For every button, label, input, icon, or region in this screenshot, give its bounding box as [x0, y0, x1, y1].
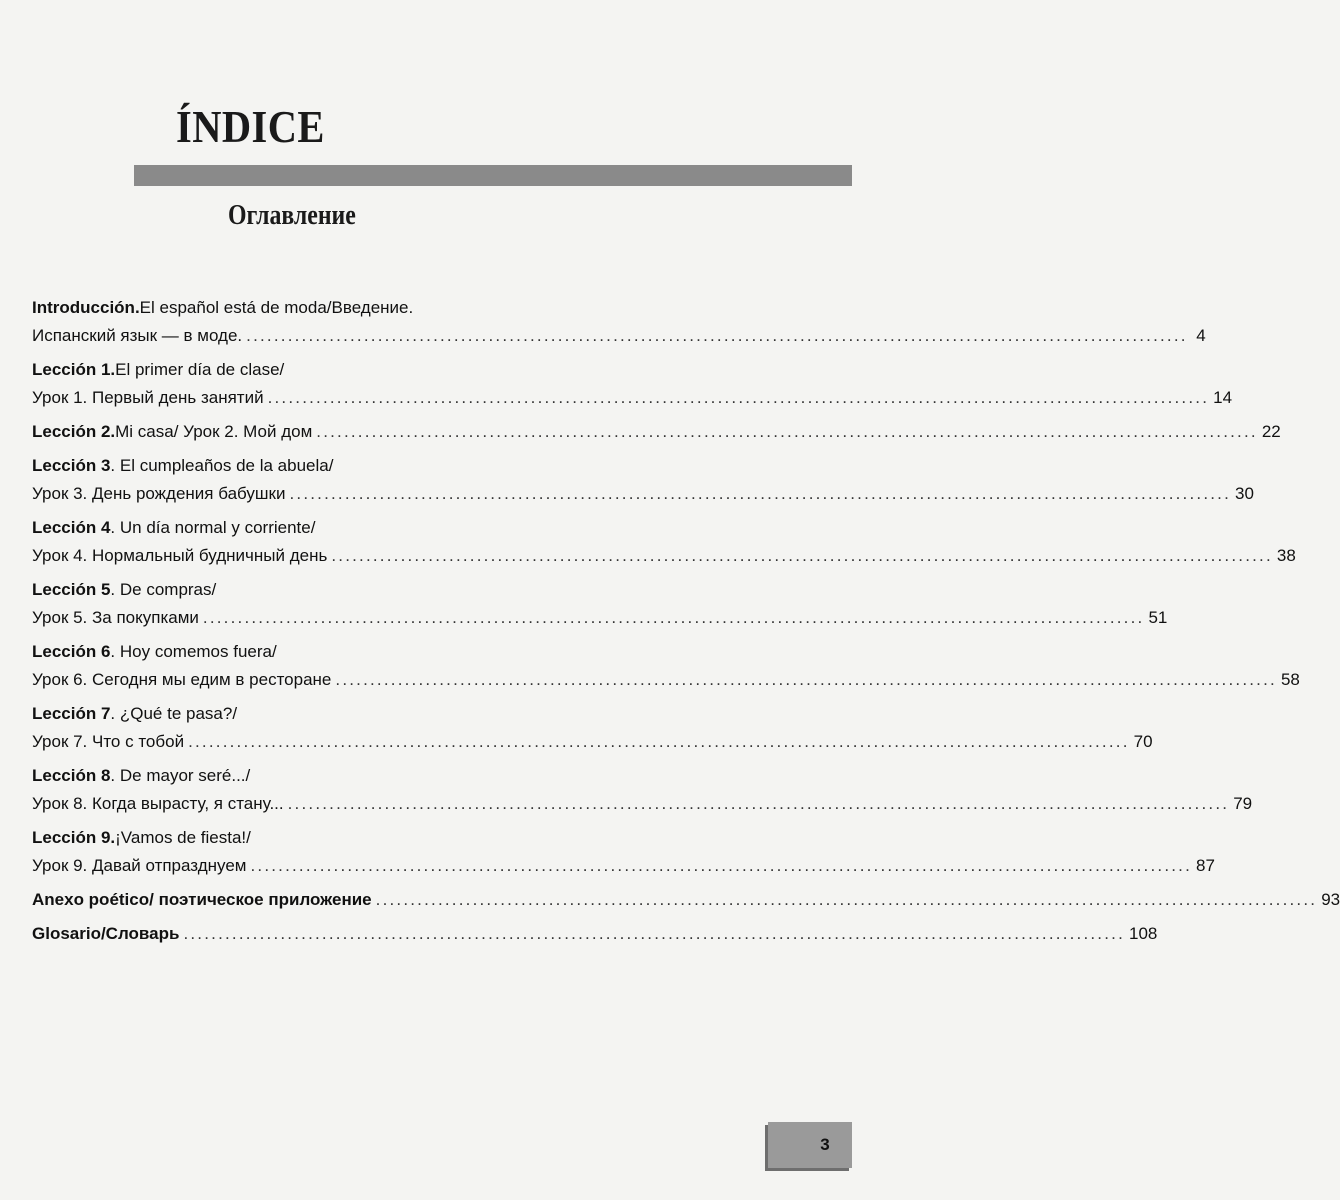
leader-dots: ........................................................................................................................................	[246, 326, 1188, 345]
table-of-contents	[32, 294, 1340, 954]
toc-entry-lesson-8[interactable]	[32, 762, 1253, 818]
toc-entry-subtitle: Урок 8. Когда вырасту, я стану...	[32, 794, 284, 813]
leader-dots: ........................................................................................................................................	[289, 484, 1232, 503]
leader-dots: ........................................................................................................................................	[267, 388, 1210, 407]
toc-entry-subtitle: Урок 5. За покупками	[32, 608, 199, 627]
toc-entry-subtitle: Урок 9. Давай отпразднуем	[32, 856, 247, 875]
toc-entry-subtitle: Урок 7. Что с тобой	[32, 732, 185, 751]
toc-entry-title: . De compras/	[110, 580, 217, 599]
toc-page-number: 38	[1276, 546, 1296, 565]
toc-entry-title: El español está de moda/Введение.	[139, 298, 414, 317]
toc-entry-lesson-5[interactable]	[32, 576, 1168, 632]
leader-dots: ........................................................................................................................................	[183, 924, 1126, 943]
toc-entry-lesson-6[interactable]	[32, 638, 1300, 694]
toc-page-number: 58	[1280, 670, 1300, 689]
toc-entry-bold: Lección 2.	[32, 422, 116, 441]
toc-entry-bold: Lección 7	[32, 704, 111, 723]
toc-page-number: 22	[1261, 422, 1281, 441]
toc-entry-intro[interactable]	[32, 294, 1206, 350]
toc-entry-subtitle: Испанский язык — в моде.	[32, 326, 243, 345]
leader-dots: ........................................................................................................................................	[188, 732, 1130, 751]
toc-page-number: 4	[1196, 326, 1206, 345]
toc-entry-glosario[interactable]	[32, 920, 1158, 948]
leader-dots: ........................................................................................................................................	[335, 670, 1277, 689]
toc-page-number: 51	[1148, 608, 1168, 627]
toc-entry-lesson-1[interactable]	[32, 356, 1233, 412]
toc-entry-bold: Lección 9.	[32, 828, 116, 847]
toc-entry-subtitle: Урок 4. Нормальный будничный день	[32, 546, 328, 565]
toc-entry-title: . De mayor seré.../	[110, 766, 251, 785]
toc-page-number: 93	[1321, 890, 1340, 909]
leader-dots: ........................................................................................................................................	[375, 890, 1318, 909]
toc-entry-title: . Hoy comemos fuera/	[110, 642, 277, 661]
toc-entry-title: . ¿Qué te pasa?/	[110, 704, 238, 723]
page-number: 3	[820, 1135, 830, 1154]
page-title: ÍNDICE	[176, 101, 325, 152]
toc-entry-subtitle: Урок 1. Первый день занятий	[32, 388, 264, 407]
page-number-badge	[768, 1122, 852, 1168]
leader-dots: ........................................................................................................................................	[202, 608, 1145, 627]
toc-entry-bold: Lección 4	[32, 518, 111, 537]
toc-entry-lesson-4[interactable]	[32, 514, 1296, 570]
toc-entry-title: El primer día de clase/	[115, 360, 285, 379]
toc-entry-title: . Un día normal y corriente/	[110, 518, 316, 537]
toc-entry-anexo[interactable]	[32, 886, 1340, 914]
toc-entry-bold: Lección 3	[32, 456, 111, 475]
toc-page-number: 14	[1213, 388, 1233, 407]
toc-page-number: 30	[1235, 484, 1254, 503]
toc-entry-lesson-3[interactable]	[32, 452, 1254, 508]
toc-entry-title: . El cumpleaños de la abuela/	[110, 456, 334, 475]
toc-entry-bold: Lección 5	[32, 580, 111, 599]
title-bar	[134, 165, 852, 186]
toc-entry-lesson-2[interactable]	[32, 418, 1281, 446]
toc-entry-bold: Lección 8	[32, 766, 111, 785]
leader-dots: ........................................................................................................................................	[250, 856, 1193, 875]
toc-entry-lesson-7[interactable]	[32, 700, 1153, 756]
toc-entry-title: ¡Vamos de fiesta!/	[115, 828, 251, 847]
toc-page-number: 108	[1129, 924, 1158, 943]
toc-entry-lesson-9[interactable]	[32, 824, 1215, 880]
toc-entry-bold: Introducción.	[32, 298, 140, 317]
toc-page-number: 87	[1196, 856, 1215, 875]
leader-dots: ........................................................................................................................................	[316, 422, 1258, 441]
toc-entry-title: Glosario/Словарь	[32, 924, 180, 943]
leader-dots: ........................................................................................................................................	[331, 546, 1273, 565]
page-subtitle: Оглавление	[228, 200, 356, 231]
toc-entry-bold: Lección 6	[32, 642, 111, 661]
toc-entry-title: Anexo poético/ поэтическое приложение	[32, 890, 372, 909]
toc-entry-subtitle: Урок 3. День рождения бабушки	[32, 484, 286, 503]
toc-entry-bold: Lección 1.	[32, 360, 116, 379]
leader-dots: ........................................................................................................................................	[287, 794, 1230, 813]
toc-page-number: 79	[1233, 794, 1253, 813]
toc-entry-title: Mi casa/ Урок 2. Мой дом	[115, 422, 313, 441]
toc-page-number: 70	[1133, 732, 1153, 751]
toc-entry-subtitle: Урок 6. Сегодня мы едим в ресторане	[32, 670, 332, 689]
